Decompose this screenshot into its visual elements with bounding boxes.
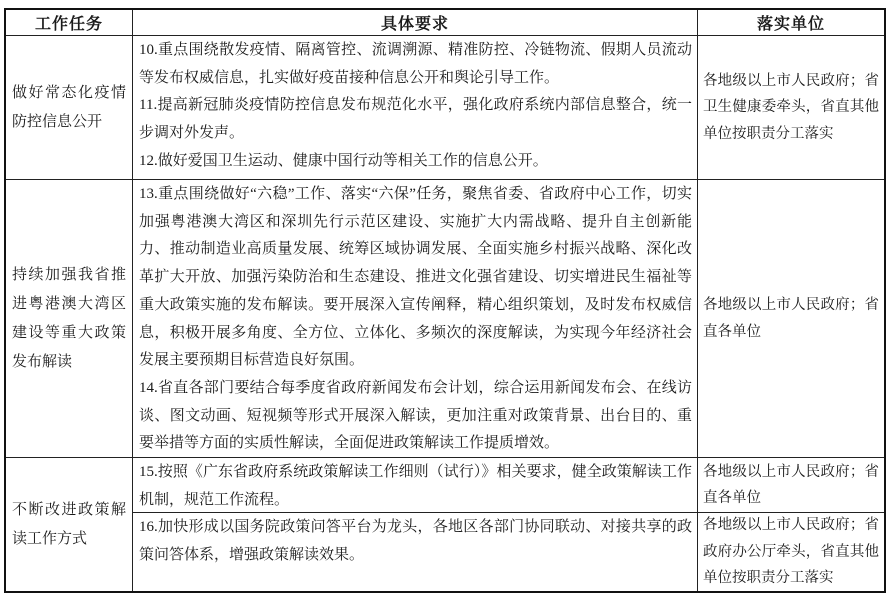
unit-cell-row1 — [698, 36, 884, 180]
unit-cell-row3b — [698, 513, 884, 591]
requirements-cell-row2 — [133, 180, 698, 458]
header-cell-task — [6, 10, 133, 36]
requirement-paragraph: 15.按照《广东省政府系统政策解读工作细则（试行）》相关要求，健全政策解读工作机制，规范工作流程。 — [139, 464, 692, 508]
header-cell-requirements — [133, 10, 698, 36]
requirement-paragraph: 13.重点围绕做好“六稳”工作、落实“六保”任务，聚焦省委、省政府中心工作，切实加强粤港澳大湾区和深圳先行示范区建设、实施扩大内需战略、提升自主创新能力、推动制造业高质量发展、统筹区域协调发展、全面实施乡村振兴战略、深化改革扩大开放、加强污染防治和生态建设、推进文化强省建设、切实增进民生福祉等重大政策实施的发布解读。要开展深入宣传阐释，精心组织策划，及时发布权威信息，积极开展多角度、全方位、立体化、多频次的深度解读，为实现今年经济社会发展主要预期目标营造良好氛围。 — [139, 186, 692, 369]
task-text: 持续加强我省推进粤港澳大湾区建设等重大政策发布解读 — [12, 266, 126, 370]
task-text: 做好常态化疫情防控信息公开 — [12, 84, 126, 130]
requirement-paragraph: 16.加快形成以国务院政策问答平台为龙头，各地区各部门协同联动、对接共享的政策问答体系，增强政策解读效果。 — [139, 519, 692, 563]
task-cell-row1 — [6, 36, 133, 180]
requirements-cell-row3a — [133, 458, 698, 513]
task-cell-row3 — [6, 458, 133, 591]
requirement-paragraph: 14.省直各部门要结合每季度省政府新闻发布会计划，综合运用新闻发布会、在线访谈、图文动画、短视频等形式开展深入解读，更加注重对政策背景、出台目的、重要举措等方面的实质性解读，全面促进政策解读工作提质增效。 — [139, 379, 692, 452]
policy-task-table — [4, 8, 886, 593]
task-text: 不断改进政策解读工作方式 — [12, 501, 126, 547]
unit-text: 各地级以上市人民政府；省卫生健康委牵头，省直其他单位按职责分工落实 — [703, 72, 879, 142]
requirements-cell-row1 — [133, 36, 698, 180]
header-unit-label: 落实单位 — [756, 16, 825, 33]
requirement-paragraph: 12.做好爱国卫生运动、健康中国行动等相关工作的信息公开。 — [139, 152, 548, 169]
task-cell-row2 — [6, 180, 133, 458]
unit-cell-row3a — [698, 458, 884, 513]
header-task-label: 工作任务 — [34, 16, 103, 33]
unit-text: 各地级以上市人民政府；省直各单位 — [703, 463, 879, 506]
unit-text: 各地级以上市人民政府；省政府办公厅牵头，省直其他单位按职责分工落实 — [703, 517, 879, 587]
header-requirements-label: 具体要求 — [380, 16, 449, 33]
requirement-paragraph: 11.提高新冠肺炎疫情防控信息发布规范化水平，强化政府系统内部信息整合，统一步调对外发声。 — [139, 97, 692, 142]
unit-text: 各地级以上市人民政府；省直各单位 — [703, 297, 879, 340]
header-cell-unit — [698, 10, 884, 36]
unit-cell-row2 — [698, 180, 884, 458]
requirements-cell-row3b — [133, 513, 698, 591]
requirement-paragraph: 10.重点围绕散发疫情、隔离管控、流调溯源、精准防控、冷链物流、假期人员流动等发布权威信息，扎实做好疫苗接种信息公开和舆论引导工作。 — [139, 42, 692, 86]
